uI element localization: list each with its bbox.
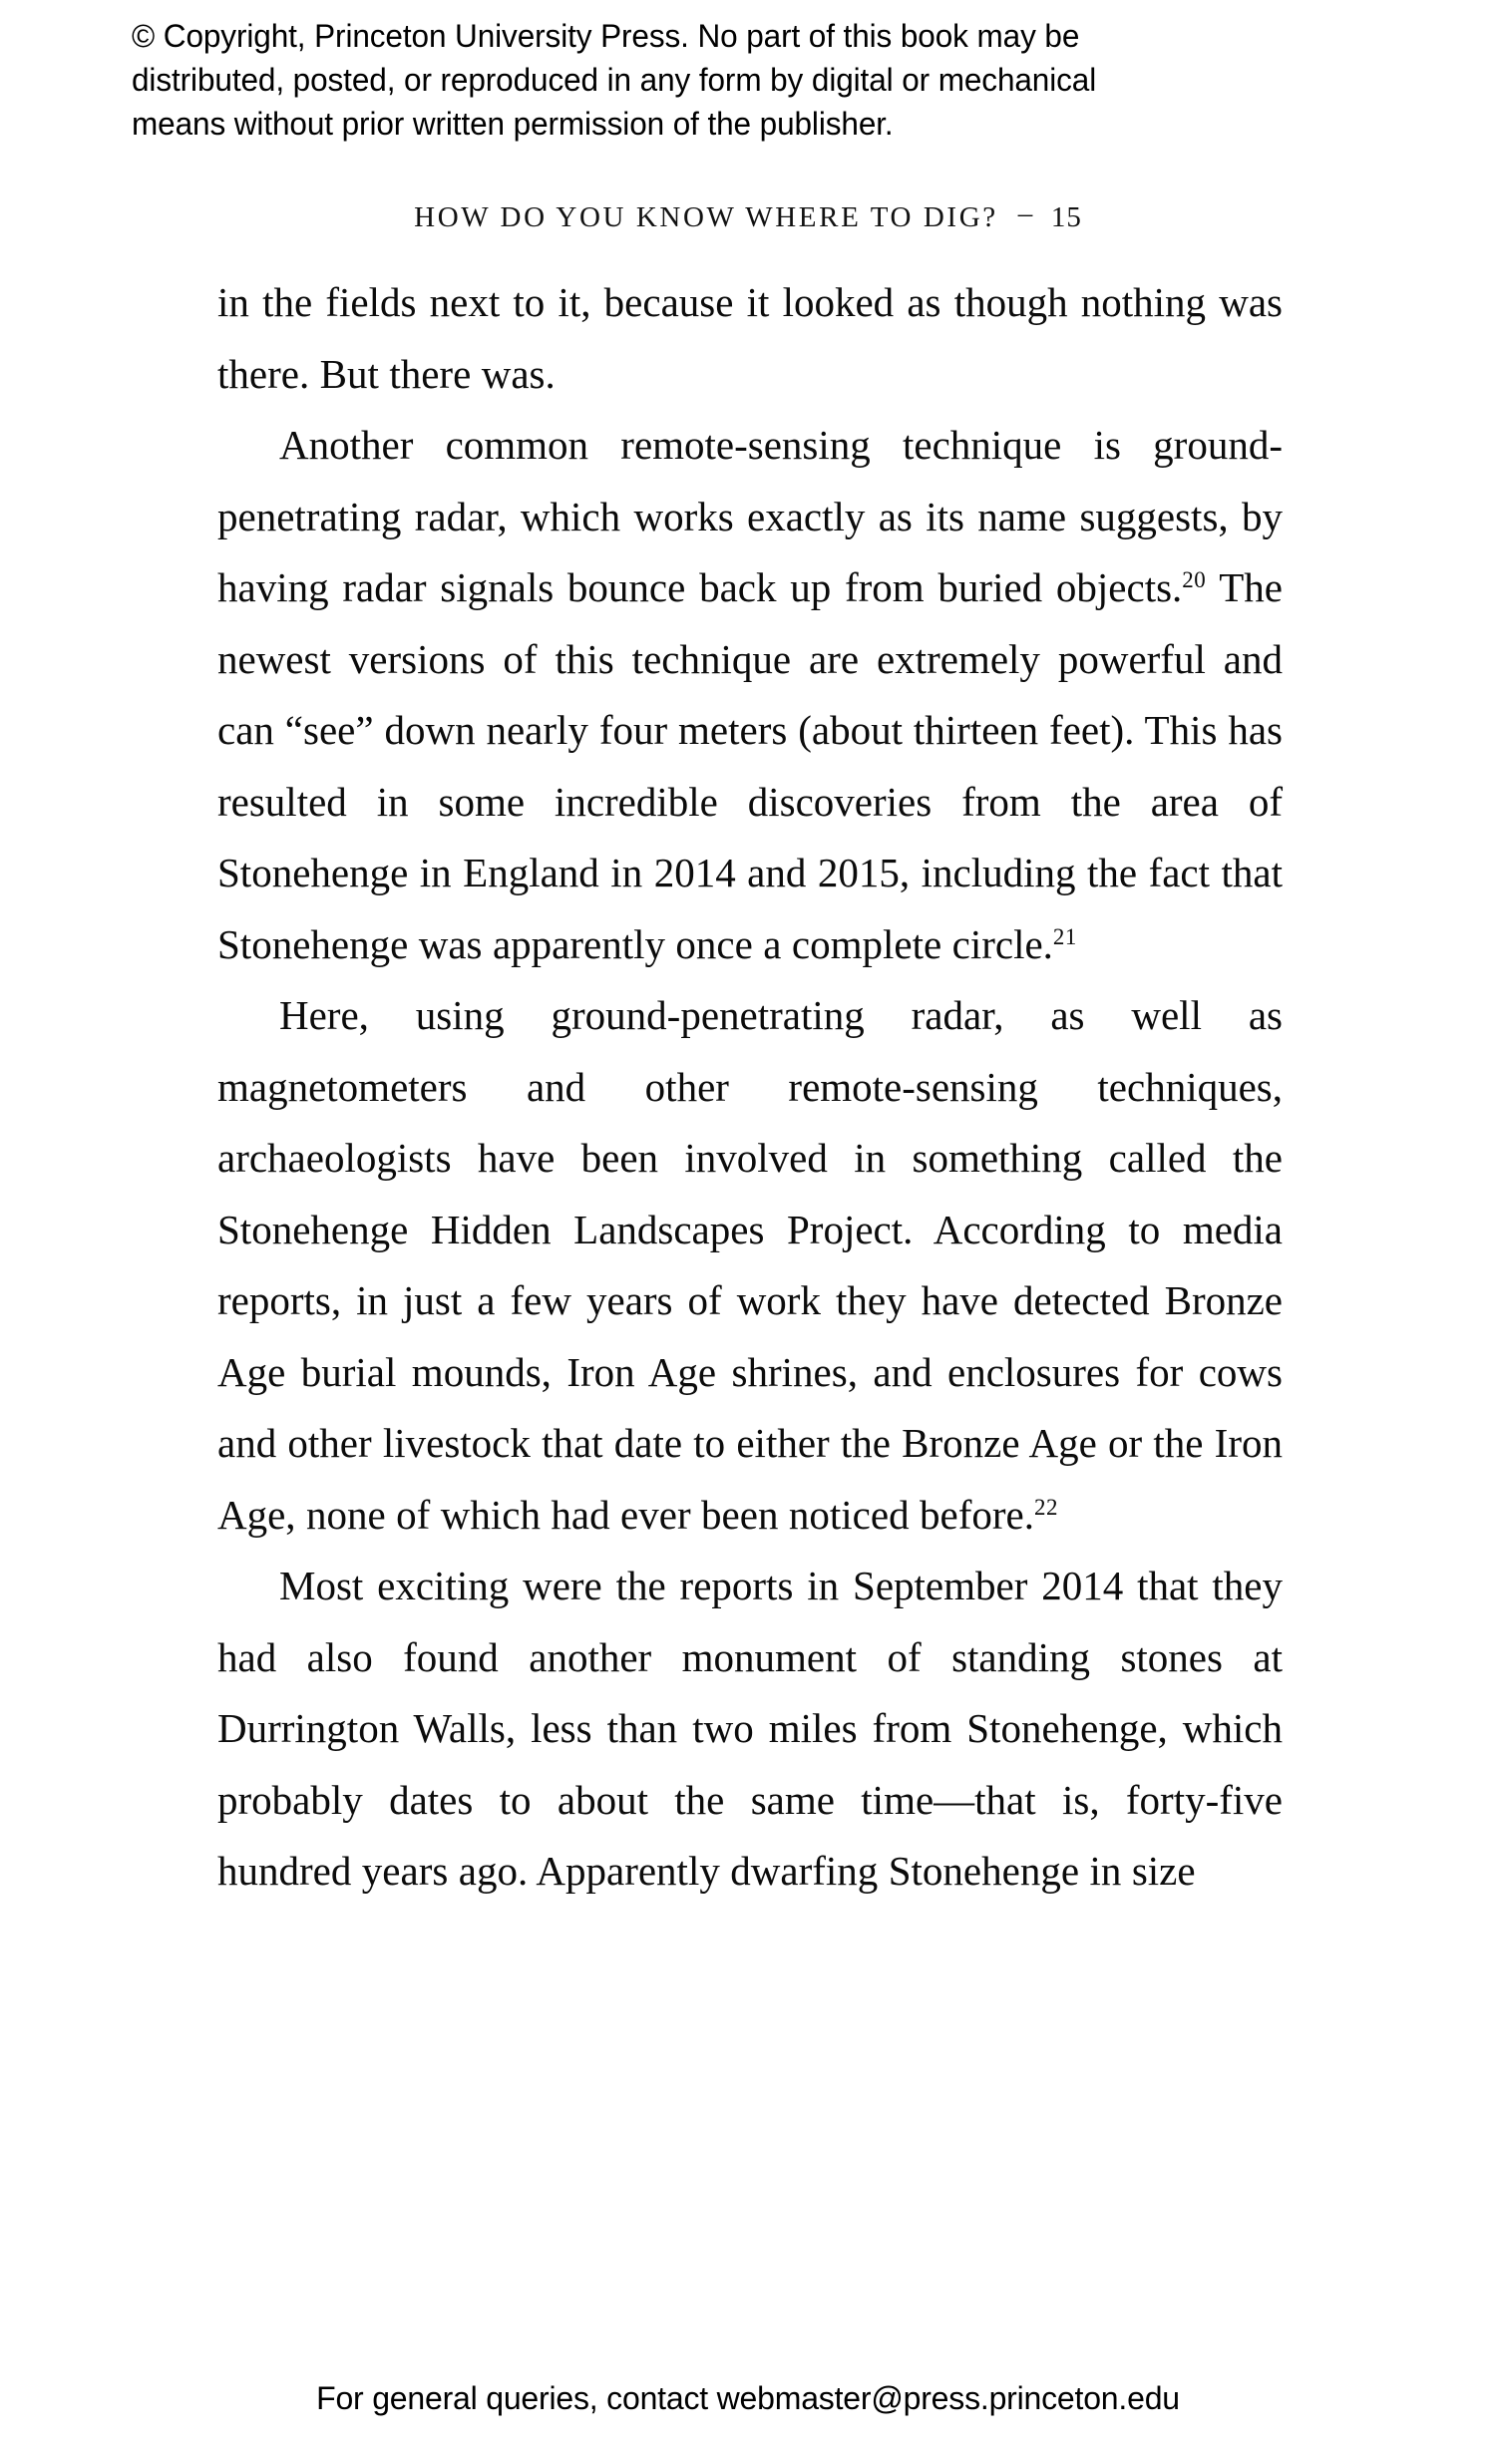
running-head-separator: – [1017,197,1035,229]
paragraph-ground-penetrating-radar [217,410,1283,980]
paragraph-text: Most exciting were the reports in September 2014 that they had also found another monument of standing stones at Durrington Walls, less than two miles from Stonehenge, which probably dates to about the same time—that is, forty-five hundred years ago. Apparently dwarfing Stonehenge in size [217,1563,1283,1894]
copyright-notice-line-1: © Copyright, Princeton University Press. No part of this book may be [132,18,1080,54]
running-head-title: HOW DO YOU KNOW WHERE TO DIG? [414,201,998,233]
footnote-marker-21: 21 [1052,923,1077,949]
paragraph-hidden-landscapes-project [217,980,1283,1551]
body-text-block [217,267,1283,1908]
paragraph-text: in the fields next to it, because it looked as though nothing was there. But there was. [217,279,1283,397]
footnote-marker-22: 22 [1033,1494,1058,1520]
footnote-marker-20: 20 [1182,566,1207,592]
copyright-notice-line-3: means without prior written permission of the publisher. [132,106,894,142]
footer-text: For general queries, contact webmaster@press.princeton.edu [316,2380,1180,2416]
paragraph-durrington-walls [217,1551,1283,1908]
paragraph-text-segment: Another common remote-sensing technique is ground-penetrating radar, which works exactly as its name suggests, by having radar signals bounce back up from buried objects. [217,422,1283,610]
copyright-notice-line-2: distributed, posted, or reproduced in any form by digital or mechanical [132,62,1097,98]
paragraph-text-segment: Here, using ground-penetrating radar, as well as magnetometers and other remote-sensing techniques, archaeologists have been involved in something called the Stonehenge Hidden Landscapes Project. According to media reports, in just a few years of work they have detected Bronze Age burial mounds, Iron Age shrines, and enclosures for cows and other livestock that date to either the Bronze Age or the Iron Age, none of which had ever been noticed before. [217,992,1283,1538]
running-head [0,199,1496,235]
page-number: 15 [1050,201,1082,233]
copyright-notice [132,14,1349,146]
paragraph-text-segment: The newest versions of this technique are extremely powerful and can “see” down nearly four meters (about thirteen feet). This has resulted in some incredible discoveries from the area of Stonehenge in England in 2014 and 2015, including the fact that Stonehenge was apparently once a complete circle. [217,564,1284,967]
footer-contact-line [0,2377,1496,2419]
paragraph-continued [217,267,1283,410]
